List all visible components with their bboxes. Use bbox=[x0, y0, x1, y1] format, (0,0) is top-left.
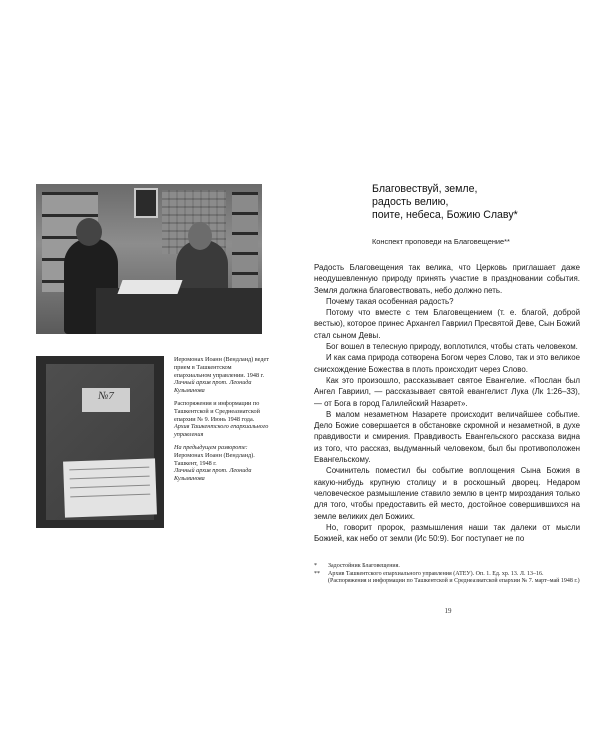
desk-papers bbox=[117, 280, 182, 294]
paragraph: Радость Благовещения так велика, что Церковь приглашает даже неодушевленную природу принять участие в праздновании события. Земля должна благовествовать, небо должно петь. bbox=[314, 263, 580, 295]
paragraph: Как это произошло, рассказывает святое Евангелие. «Послан был Ангел Гавриил, — рассказывает святой евангелист Лука (Лк 1:26–33), — от Бога в город Галилейский Назарет». bbox=[314, 375, 580, 408]
wall-icon bbox=[134, 188, 158, 218]
footnote: ** Архив Ташкентского епархиального управления (АТЕУ). Оп. 1. Ед. хр. 13. Л. 13–16. (Распоряжения и информации по Ташкентской и Среднеазиатской епархии № 7. март–май 1948 г.) bbox=[314, 570, 580, 585]
paragraph: Потому что вместе с тем Благовещением (т. е. благой, доброй вестью), которое принес Архангел Гавриил Пресвятой Деве, Сын Божий стал сыном Девы. bbox=[314, 308, 580, 340]
paragraph: И как сама природа сотворена Богом через Слово, так и это великое снисхождение Божества в плоть происходит через Слово. bbox=[314, 353, 580, 374]
footnote: * Задостойник Благовещения. bbox=[314, 563, 400, 569]
paragraph: Но, говорит пророк, размышления наши так далеки от мысли Божией, как небо от земли (Ис 50:9). Бог поступает не по bbox=[314, 522, 580, 544]
paragraph: Почему такая особенная радость? bbox=[326, 296, 454, 306]
paragraph: В малом незаметном Назарете происходит величайшее событие. Дело Божие совершается в обстановке скромной и незаметной, в духе правдивости и смирения. Правдивость Евангельского рассказа видна из того, что рассказ, выдуманный человеком, был бы противоположен Евангельскому. bbox=[314, 409, 580, 465]
archive-folder bbox=[46, 364, 154, 520]
caption-2: Распоряжения и информации по Ташкентской и Среднеазиатской епархии № 9. Июнь 1948 года. Архив Ташкентского епархиального управления bbox=[174, 399, 269, 439]
folder-number: №7 bbox=[98, 390, 114, 402]
archive-folder-photo bbox=[36, 356, 164, 528]
footnotes bbox=[314, 563, 580, 586]
document-slip bbox=[63, 458, 157, 517]
office-photo bbox=[36, 184, 262, 334]
sermon-title: Благовествуй, земле, радость велию, поите, небеса, Божию Славу* bbox=[372, 183, 518, 221]
folder-label bbox=[82, 388, 130, 412]
sermon-subtitle: Конспект проповеди на Благовещение** bbox=[372, 237, 510, 246]
desk bbox=[96, 288, 262, 334]
caption-1: Иеромонах Иоанн (Вендланд) ведет прием в Ташкентском епархиальном управлении. 1948 г. Личный архив прот. Леонида Кузьминова bbox=[174, 356, 269, 395]
page-number: 19 bbox=[444, 607, 452, 615]
sermon-body bbox=[314, 262, 580, 544]
caption-3: На предыдущем развороте: Иеромонах Иоанн (Вендланд). Ташкент, 1948 г. Личный архив прот. Леонида Кузьминова bbox=[174, 443, 255, 483]
paragraph: Бог вошел в телесную природу, воплотился, чтобы стать человеком. bbox=[326, 342, 578, 352]
photo-captions bbox=[174, 356, 270, 488]
paragraph: Сочинитель поместил бы событие воплощения Сына Божия в какую-нибудь крупную столицу и в роскошный дворец. Недаром человеческое размышление ставило землю в центр мироздания только для того, чтобы предоставить ей место, достойное совершившихся на земле великих дел Божиих. bbox=[314, 466, 580, 521]
